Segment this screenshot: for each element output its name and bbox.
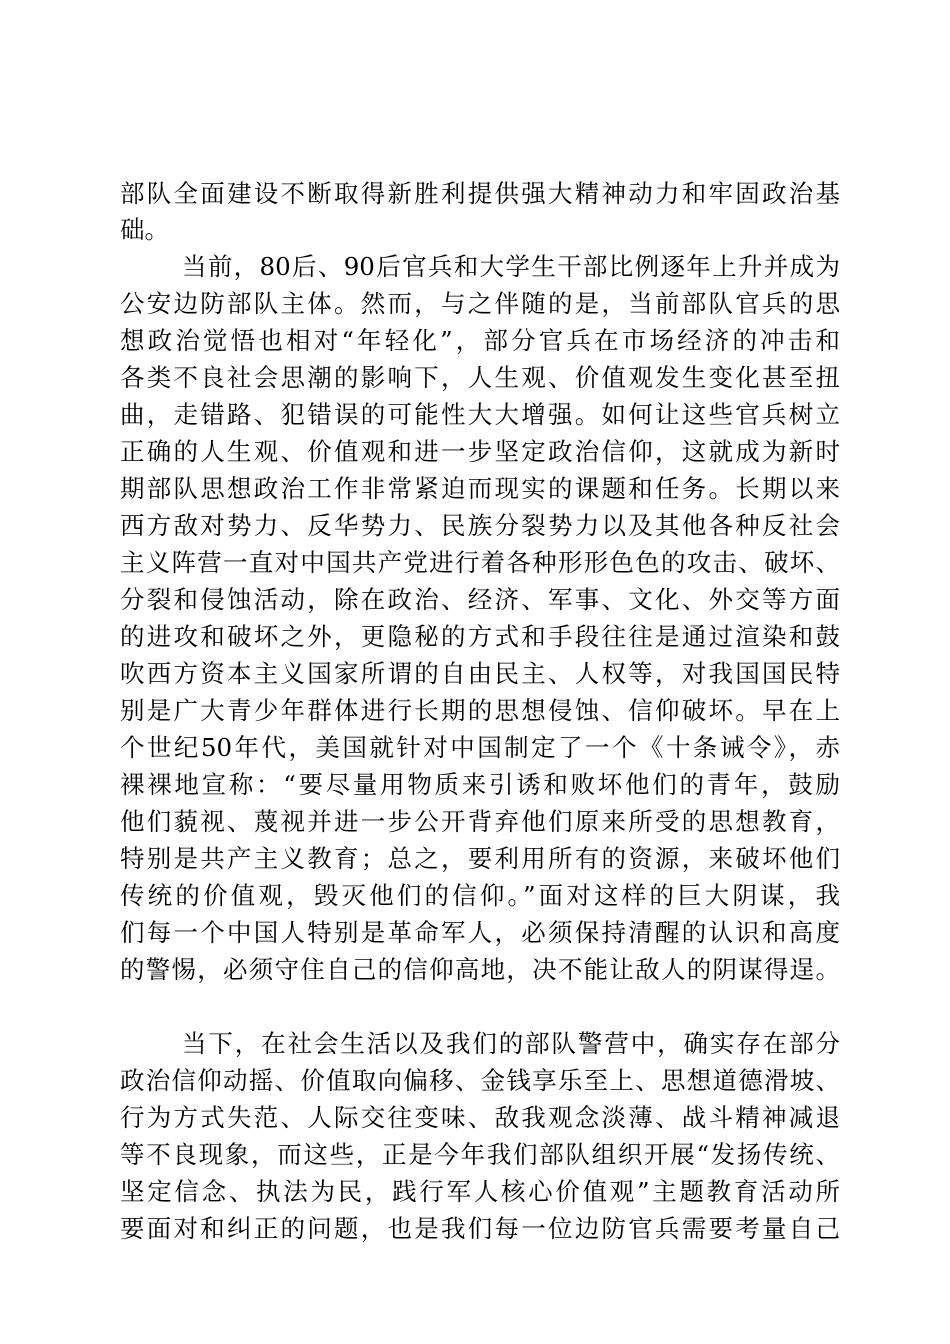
text-line: 传统的价值观，毁灭他们的信仰。”面对这样的巨大阴谋，我 [120,881,840,910]
text-line: 正确的人生观、价值观和进一步坚定政治信仰，这就成为新时 [120,437,840,466]
text-line: 的进攻和破坏之外，更隐秘的方式和手段往往是通过渲染和鼓 [120,622,840,651]
text-line: 曲，走错路、犯错误的可能性大大增强。如何让这些官兵树立 [120,400,840,429]
text-line: 主义阵营一直对中国共产党进行着各种形形色色的攻击、破坏、 [120,548,840,577]
text-line: 坚定信念、执法为民，践行军人核心价值观”主题教育活动所 [120,1177,840,1206]
text-line: 础。 [120,215,169,244]
paragraph-first-line: 当前，80后、90后官兵和大学生干部比例逐年上升并成为 [182,252,840,281]
text-line: 政治信仰动摇、价值取向偏移、金钱享乐至上、思想道德滑坡、 [120,1066,840,1095]
text-line: 特别是共产主义教育；总之，要利用所有的资源，来破坏他们 [120,844,840,873]
text-line: 的警惕，必须守住自己的信仰高地，决不能让敌人的阴谋得逞。 [120,955,840,984]
text-line: 个世纪50年代，美国就针对中国制定了一个《十条诫令》，赤 [120,733,840,762]
text-line: 西方敌对势力、反华势力、民族分裂势力以及其他各种反社会 [120,511,840,540]
text-line: 别是广大青少年群体进行长期的思想侵蚀、信仰破坏。早在上 [120,696,840,725]
text-line: 行为方式失范、人际交往变味、敌我观念淡薄、战斗精神减退 [120,1103,840,1132]
text-line: 吹西方资本主义国家所谓的自由民主、人权等，对我国国民特 [120,659,840,688]
text-line: 等不良现象，而这些，正是今年我们部队组织开展“发扬传统、 [120,1140,840,1169]
text-line: 裸裸地宣称：“要尽量用物质来引诱和败坏他们的青年，鼓励 [120,770,840,799]
text-line: 要面对和纠正的问题，也是我们每一位边防官兵需要考量自己 [120,1214,840,1243]
paragraph-first-line: 当下，在社会生活以及我们的部队警营中，确实存在部分 [182,1029,840,1058]
text-line: 公安边防部队主体。然而，与之伴随的是，当前部队官兵的思 [120,289,840,318]
text-line: 想政治觉悟也相对“年轻化”，部分官兵在市场经济的冲击和 [120,326,840,355]
text-line: 分裂和侵蚀活动，除在政治、经济、军事、文化、外交等方面 [120,585,840,614]
text-line: 各类不良社会思潮的影响下，人生观、价值观发生变化甚至扭 [120,363,840,392]
text-line: 他们藐视、蔑视并进一步公开背弃他们原来所受的思想教育， [120,807,840,836]
text-line: 部队全面建设不断取得新胜利提供强大精神动力和牢固政治基 [120,179,840,208]
text-line: 们每一个中国人特别是革命军人，必须保持清醒的认识和高度 [120,918,840,947]
text-line: 期部队思想政治工作非常紧迫而现实的课题和任务。长期以来 [120,474,840,503]
